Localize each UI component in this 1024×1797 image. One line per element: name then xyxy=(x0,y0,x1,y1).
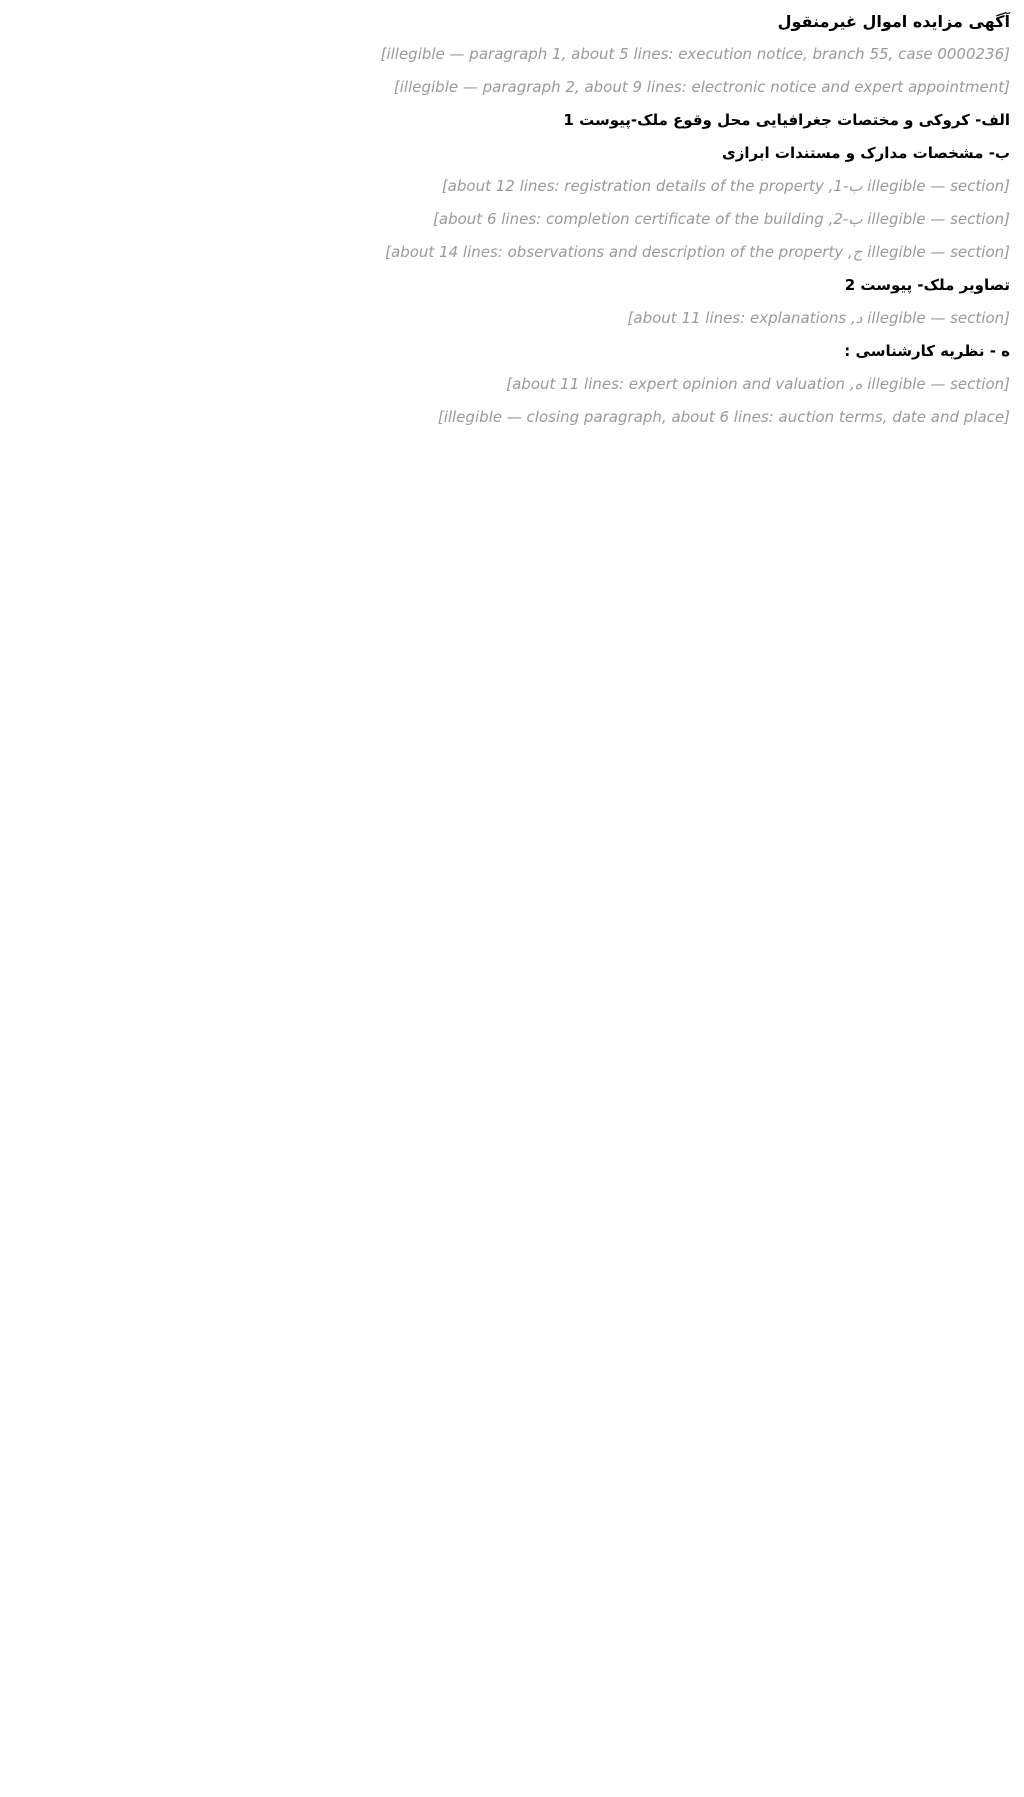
heading-he: ه - نظریه کارشناسی : xyxy=(844,342,1010,360)
closing-paragraph: [illegible — closing paragraph, about 6 lines: auction terms, date and place] xyxy=(437,408,1010,426)
heading-alef: الف- کروکی و مختصات جغرافیایی محل وقوع ملک-پیوست 1 xyxy=(563,111,1010,129)
document-title: آگهی مزایده اموال غیرمنقول xyxy=(777,12,1010,31)
heading-tasavir: تصاویر ملک- پیوست 2 xyxy=(844,276,1010,294)
section-be-1: [illegible — section ب-1, about 12 lines: registration details of the property] xyxy=(441,177,1010,195)
expert-report-paragraph: [illegible — paragraph 2, about 9 lines: electronic notice and expert appointment] xyxy=(393,78,1010,96)
section-dal: [illegible — section د, about 11 lines: explanations] xyxy=(627,309,1010,327)
section-be-2: [illegible — section ب-2, about 6 lines: completion certificate of the building] xyxy=(433,210,1010,228)
section-he: [illegible — section ه, about 11 lines: expert opinion and valuation] xyxy=(506,375,1010,393)
heading-be: ب- مشخصات مدارک و مستندات ابرازی xyxy=(722,144,1010,162)
intro-paragraph: [illegible — paragraph 1, about 5 lines: execution notice, branch 55, case 0000236] xyxy=(380,45,1010,63)
section-jim: [illegible — section ج, about 14 lines: observations and description of the property] xyxy=(385,243,1010,261)
